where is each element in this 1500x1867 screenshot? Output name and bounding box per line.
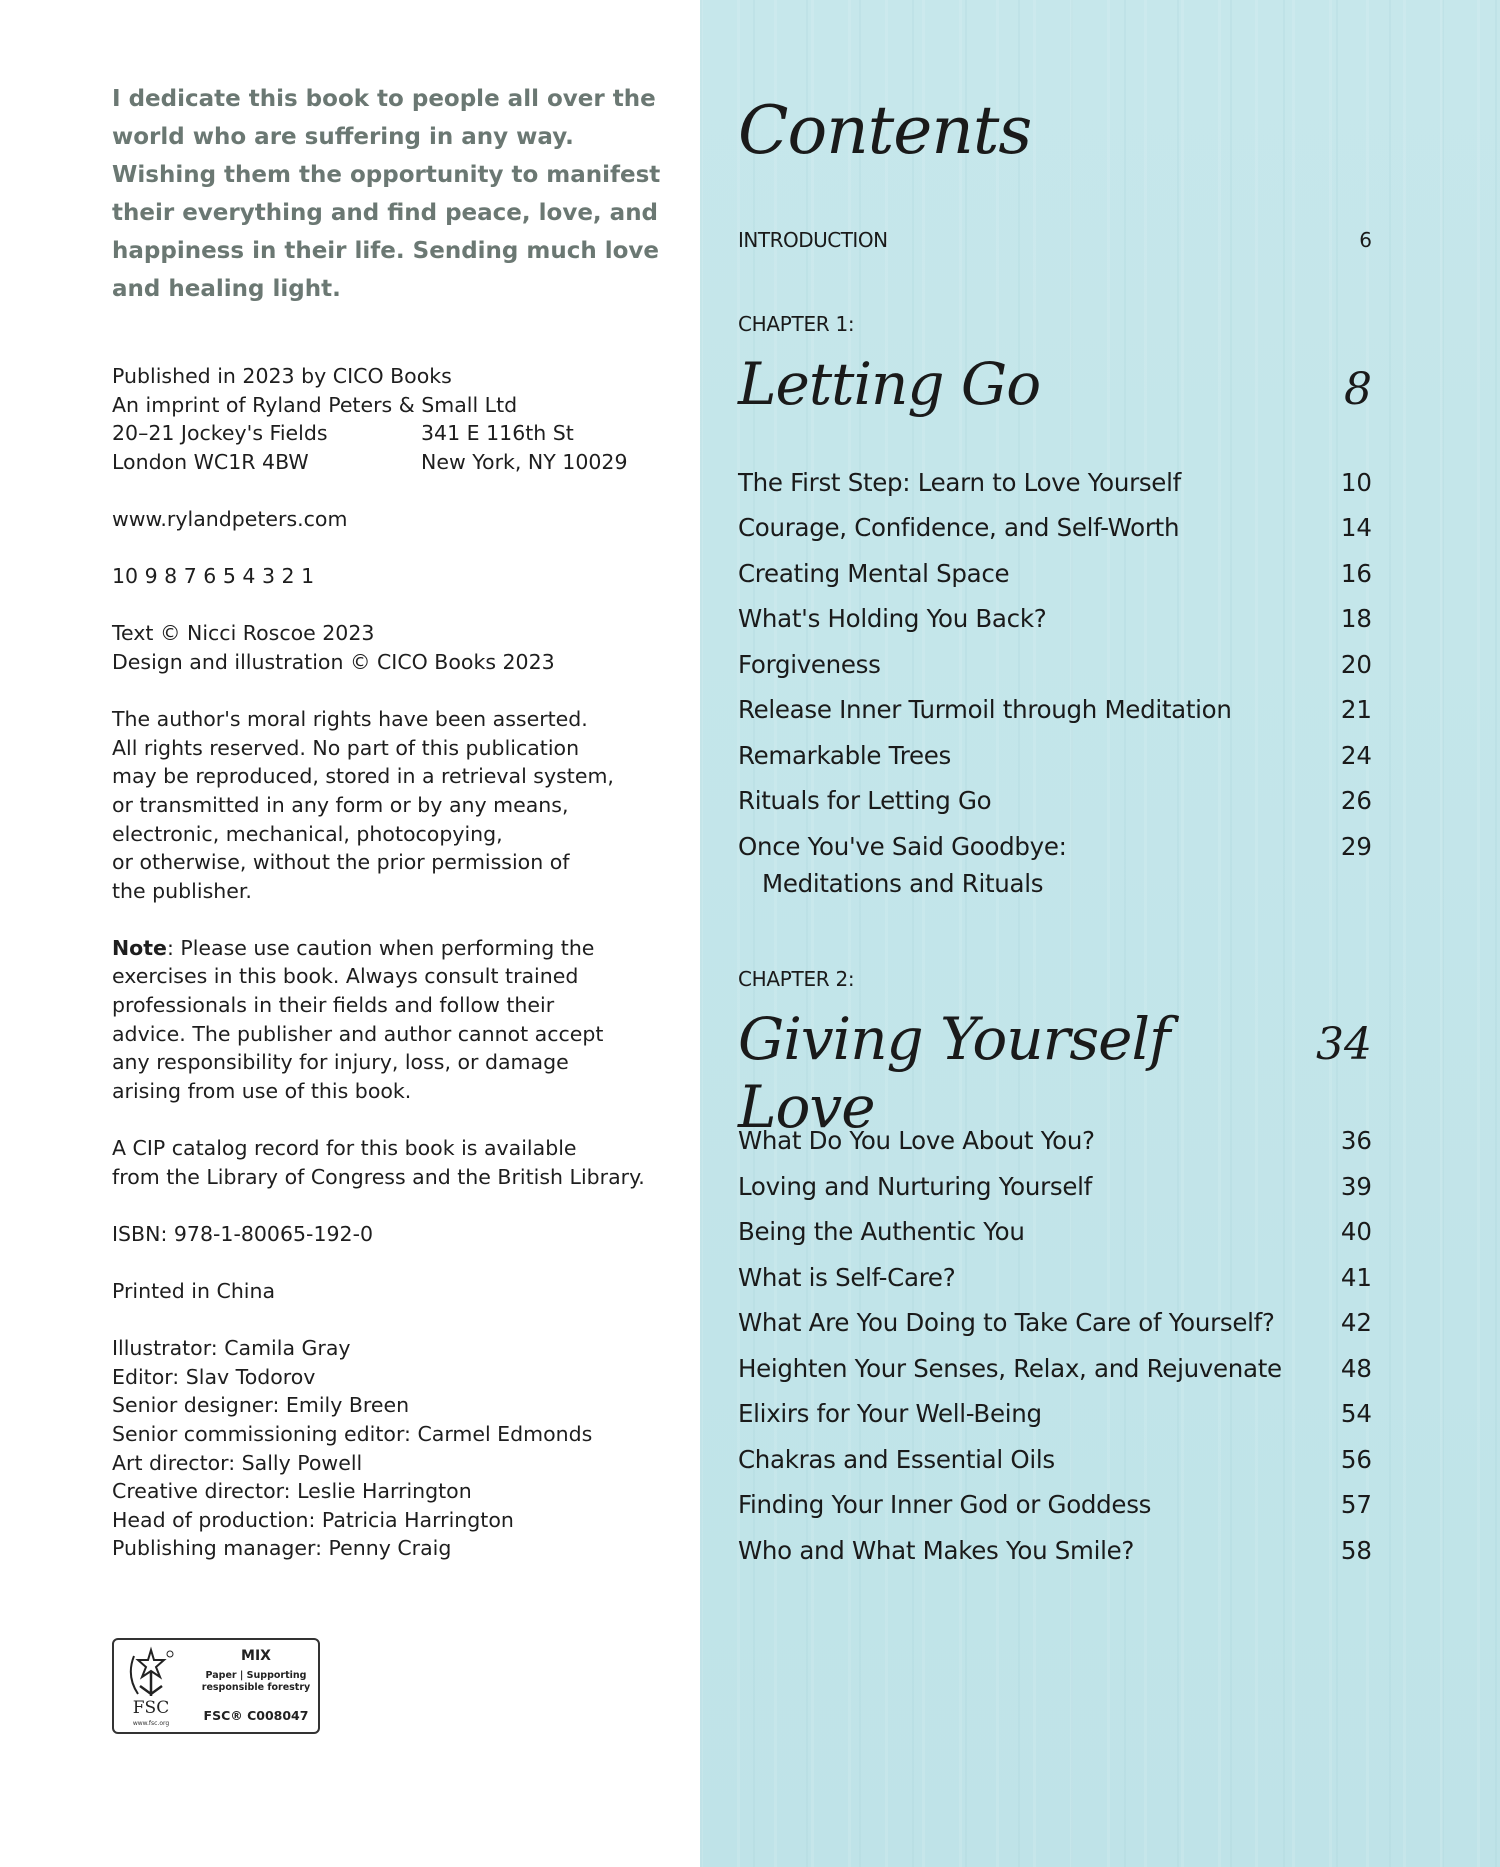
toc-entry-page: 57 — [1340, 1490, 1372, 1519]
toc-entry[interactable] — [738, 559, 1372, 593]
toc-entry[interactable] — [738, 604, 1372, 638]
toc-entry-title: Creating Mental Space — [738, 559, 1010, 588]
fsc-code: FSC® C008047 — [203, 1708, 309, 1723]
toc-entry[interactable] — [738, 1217, 1372, 1251]
address-us-1: 341 E 116th St — [421, 421, 574, 446]
toc-entry[interactable] — [738, 741, 1372, 775]
chapter-2-heading[interactable] — [738, 1005, 1372, 1141]
published-line: Published in 2023 by CICO Books — [112, 364, 452, 388]
rights-line: or otherwise, without the prior permission of — [112, 850, 570, 875]
toc-entry-title: The First Step: Learn to Love Yourself — [738, 468, 1181, 497]
note-line: professionals in their fields and follow their — [112, 993, 555, 1018]
toc-entry-title: Rituals for Letting Go — [738, 786, 992, 815]
isbn: ISBN: 978-1-80065-192-0 — [112, 1221, 374, 1246]
toc-entry-page: 14 — [1340, 513, 1372, 542]
rights-line: electronic, mechanical, photocopying, — [112, 821, 503, 846]
credit-line: Publishing manager: Penny Craig — [112, 1536, 452, 1561]
note-line: exercises in this book. Always consult trained — [112, 964, 579, 989]
chapter-2-page: 34 — [1316, 1019, 1372, 1070]
toc-introduction[interactable] — [738, 228, 1372, 262]
rights-line: the publisher. — [112, 878, 252, 903]
toc-entry-title: What is Self-Care? — [738, 1263, 956, 1292]
toc-entry-title: Release Inner Turmoil through Meditation — [738, 695, 1232, 724]
toc-entry-title: What Are You Doing to Take Care of Yourself? — [738, 1308, 1275, 1337]
credit-line: Editor: Slav Todorov — [112, 1364, 316, 1389]
toc-entry[interactable] — [738, 1308, 1372, 1342]
toc-entry[interactable] — [738, 513, 1372, 547]
toc-entry[interactable] — [738, 1172, 1372, 1206]
rights-line: All rights reserved. No part of this publication — [112, 735, 580, 760]
printed-in: Printed in China — [112, 1279, 276, 1303]
fsc-logo — [112, 1638, 320, 1734]
toc-entry[interactable] — [738, 468, 1372, 502]
toc-entry-page: 39 — [1340, 1172, 1372, 1201]
credit-line: Head of production: Patricia Harrington — [112, 1507, 514, 1532]
toc-entry-page: 16 — [1340, 559, 1372, 588]
note-line: advice. The publisher and author cannot accept — [112, 1021, 604, 1046]
toc-entry-title: INTRODUCTION — [738, 228, 888, 252]
credit-line: Creative director: Leslie Harrington — [112, 1479, 472, 1504]
toc-entry-page: 54 — [1340, 1399, 1372, 1428]
toc-entry-page: 6 — [1359, 228, 1372, 252]
chapter-2-title: Giving Yourself Love — [738, 1005, 1170, 1141]
text-copyright: Text © Nicci Roscoe 2023 — [112, 621, 375, 646]
toc-entry-subtitle: Meditations and Rituals — [762, 869, 1044, 898]
website-link[interactable]: www.rylandpeters.com — [112, 506, 348, 531]
rights-line: or transmitted in any form or by any means, — [112, 792, 569, 817]
toc-entry[interactable] — [738, 1490, 1372, 1524]
toc-entry[interactable] — [738, 1445, 1372, 1479]
chapter-1-title: Letting Go — [738, 350, 1041, 418]
toc-entry-page: 36 — [1340, 1126, 1372, 1155]
contents-title: Contents — [738, 92, 1032, 169]
toc-entry-page: 20 — [1340, 650, 1372, 679]
toc-entry-title: Remarkable Trees — [738, 741, 951, 770]
toc-entry-page: 24 — [1340, 741, 1372, 770]
note-label: Note — [112, 935, 167, 960]
toc-entry[interactable] — [738, 832, 1372, 866]
toc-entry-page: 42 — [1340, 1308, 1372, 1337]
copyright-page — [0, 0, 700, 1867]
imprint-block — [112, 362, 682, 1563]
dedication: I dedicate this book to people all over the world who are suffering in any way. Wishing them the opportunity to manifest their everything and find peace, love, and happiness in their life. Sending much love and healing light. — [112, 86, 661, 302]
toc-entry[interactable] — [738, 650, 1372, 684]
toc-entry-title: Once You've Said Goodbye: — [738, 832, 1067, 861]
toc-entry-title: Chakras and Essential Oils — [738, 1445, 1055, 1474]
toc-entry[interactable] — [738, 1126, 1372, 1160]
rights-line: The author's moral rights have been asserted. — [112, 707, 588, 732]
chapter-1-page: 8 — [1344, 364, 1372, 415]
note-line: any responsibility for injury, loss, or damage — [112, 1050, 569, 1075]
toc-entry-page: 21 — [1340, 695, 1372, 724]
note-text: : Please use caution when performing the — [166, 935, 595, 960]
print-line: 10 9 8 7 6 5 4 3 2 1 — [112, 564, 315, 589]
toc-entry[interactable] — [738, 786, 1372, 820]
toc-entry-title: Who and What Makes You Smile? — [738, 1536, 1135, 1565]
toc-entry[interactable] — [738, 1263, 1372, 1297]
toc-entry[interactable] — [738, 1399, 1372, 1433]
credit-line: Senior commissioning editor: Carmel Edmonds — [112, 1421, 593, 1446]
toc-entry-title: What's Holding You Back? — [738, 604, 1047, 633]
fsc-word: FSC — [132, 1698, 170, 1718]
toc-entry-title: Elixirs for Your Well-Being — [738, 1399, 1042, 1428]
address-us-2: New York, NY 10029 — [421, 449, 628, 474]
address-row-2 — [112, 448, 682, 477]
cip-line: from the Library of Congress and the British Library. — [112, 1164, 645, 1189]
cip-line: A CIP catalog record for this book is available — [112, 1136, 577, 1161]
toc-entry-title: Loving and Nurturing Yourself — [738, 1172, 1092, 1201]
credit-line: Senior designer: Emily Breen — [112, 1393, 410, 1418]
toc-entry-title: Forgiveness — [738, 650, 881, 679]
toc-entry-page: 56 — [1340, 1445, 1372, 1474]
toc-entry-page: 40 — [1340, 1217, 1372, 1246]
chapter-2-label: CHAPTER 2: — [738, 967, 855, 991]
toc-entry-title: Heighten Your Senses, Relax, and Rejuvenate — [738, 1354, 1282, 1383]
design-copyright: Design and illustration © CICO Books 2023 — [112, 649, 555, 674]
toc-entry-page: 48 — [1340, 1354, 1372, 1383]
toc-entry-page: 10 — [1340, 468, 1372, 497]
note-line — [112, 934, 682, 963]
toc-entry-title: What Do You Love About You? — [738, 1126, 1095, 1155]
rights-line: may be reproduced, stored in a retrieval system, — [112, 764, 614, 789]
chapter-1-label: CHAPTER 1: — [738, 312, 855, 336]
toc-entry-title: Finding Your Inner God or Goddess — [738, 1490, 1152, 1519]
imprint-of-line: An imprint of Ryland Peters & Small Ltd — [112, 392, 518, 417]
toc-entry-page: 41 — [1340, 1263, 1372, 1292]
toc-entry-page: 29 — [1340, 832, 1372, 861]
credit-line: Illustrator: Camila Gray — [112, 1336, 351, 1361]
note-line: arising from use of this book. — [112, 1078, 412, 1103]
fsc-url: www.fsc.org — [132, 1720, 170, 1727]
address-uk-2: London WC1R 4BW — [112, 449, 309, 474]
toc-entry-page: 26 — [1340, 786, 1372, 815]
toc-entry-page: 58 — [1340, 1536, 1372, 1565]
toc-entry[interactable] — [738, 1354, 1372, 1388]
address-row-1 — [112, 419, 682, 448]
fsc-description: Paper | Supporting responsible forestry — [201, 1670, 311, 1693]
toc-entry-page: 18 — [1340, 604, 1372, 633]
toc-entry[interactable] — [738, 695, 1372, 729]
fsc-mix-label: MIX — [241, 1648, 271, 1664]
toc-entry[interactable] — [738, 1536, 1372, 1570]
credit-line: Art director: Sally Powell — [112, 1450, 363, 1475]
contents-page — [700, 0, 1500, 1867]
toc-entry-title: Being the Authentic You — [738, 1217, 1025, 1246]
chapter-1-heading[interactable] — [738, 350, 1372, 418]
toc-entry-title: Courage, Confidence, and Self-Worth — [738, 513, 1180, 542]
address-uk-1: 20–21 Jockey's Fields — [112, 421, 328, 446]
